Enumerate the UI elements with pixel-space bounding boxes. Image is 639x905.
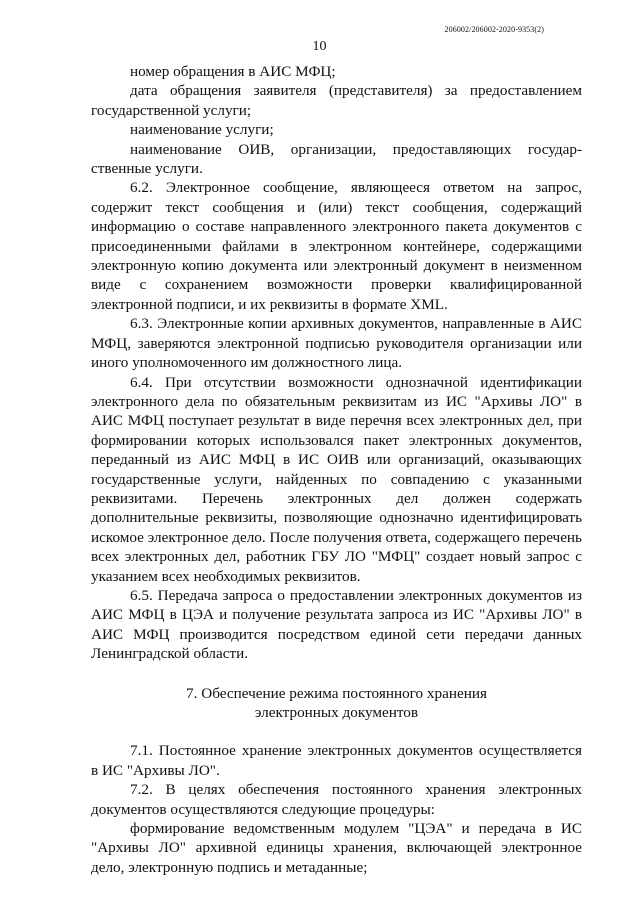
document-registration-number: 206002/206002-2020-9353(2)	[444, 25, 544, 34]
paragraph-service-name: наименование услуги;	[130, 121, 274, 139]
paragraph-procedure-formation: формирование ведомственным модулем "ЦЭА" и передача в ИС "Архивы ЛО" архивной единицы хранения, включающей электронное дело, электронную подпись и метаданные;	[91, 820, 582, 876]
section-7-title	[91, 684, 582, 723]
page-number: 10	[312, 39, 327, 54]
section-7-title-line2: электронных документов	[254, 704, 419, 721]
document-body	[91, 62, 582, 877]
paragraph-oiv-name: наименование ОИВ, организации, предоставляющих государственные услуги.	[91, 140, 582, 178]
paragraph-6-4: 6.4. При отсутствии возможности однозначной идентификации электронного дела по обязательным реквизитам из ИС "Архивы ЛО" в АИС МФЦ поступает результат в виде перечня всех электронных дел, при формировании которых использовался пакет электронных документов, переданный из АИС МФЦ в ИС ОИВ или организаций, оказывающих государственные услуги, найденных по совпадению с указанными реквизитами. Перечень электронных дел должен содержать дополнительные реквизиты, позволяющие однозначно идентифицировать искомое электронное дело. После получения ответа, содержащего перечень всех электронных дел, работник ГБУ ЛО "МФЦ" создает новый запрос с указанием всех необходимых реквизитов.	[91, 373, 582, 585]
paragraph-6-5: 6.5. Передача запроса о предоставлении электронных документов из АИС МФЦ в ЦЭА и получение результата запроса из ИС "Архивы ЛО" в АИС МФЦ производится посредством единой сети передачи данных Ленинградской области.	[91, 586, 582, 663]
paragraph-6-3: 6.3. Электронные копии архивных документов, направленные в АИС МФЦ, заверяются электронной подписью руководителя организации или иного уполномоченного им должностного лица.	[91, 315, 582, 372]
paragraph-7-1: 7.1. Постоянное хранение электронных документов осуществляется в ИС "Архивы ЛО".	[91, 742, 582, 779]
section-7-title-line1: 7. Обеспечение режима постоянного хранения	[186, 684, 487, 702]
paragraph-7-2: 7.2. В целях обеспечения постоянного хранения электронных документов осуществляются следующие процедуры:	[91, 781, 582, 818]
paragraph-request-number: номер обращения в АИС МФЦ;	[130, 63, 336, 80]
paragraph-request-date: дата обращения заявителя (представителя) за предоставлением государственной услуги;	[91, 82, 582, 119]
paragraph-6-2: 6.2. Электронное сообщение, являющееся ответом на запрос, содержит текст сообщения и (или) текст сообщения, содержащий информацию о составе направленного электронного пакета документов с присоединенными файлами в электронном контейнере, содержащими электронную копию документа или электронный документ в неизменном виде с сохранением возможности проверки квалифицированной электронной подписи, и их реквизиты в формате XML.	[91, 179, 582, 313]
